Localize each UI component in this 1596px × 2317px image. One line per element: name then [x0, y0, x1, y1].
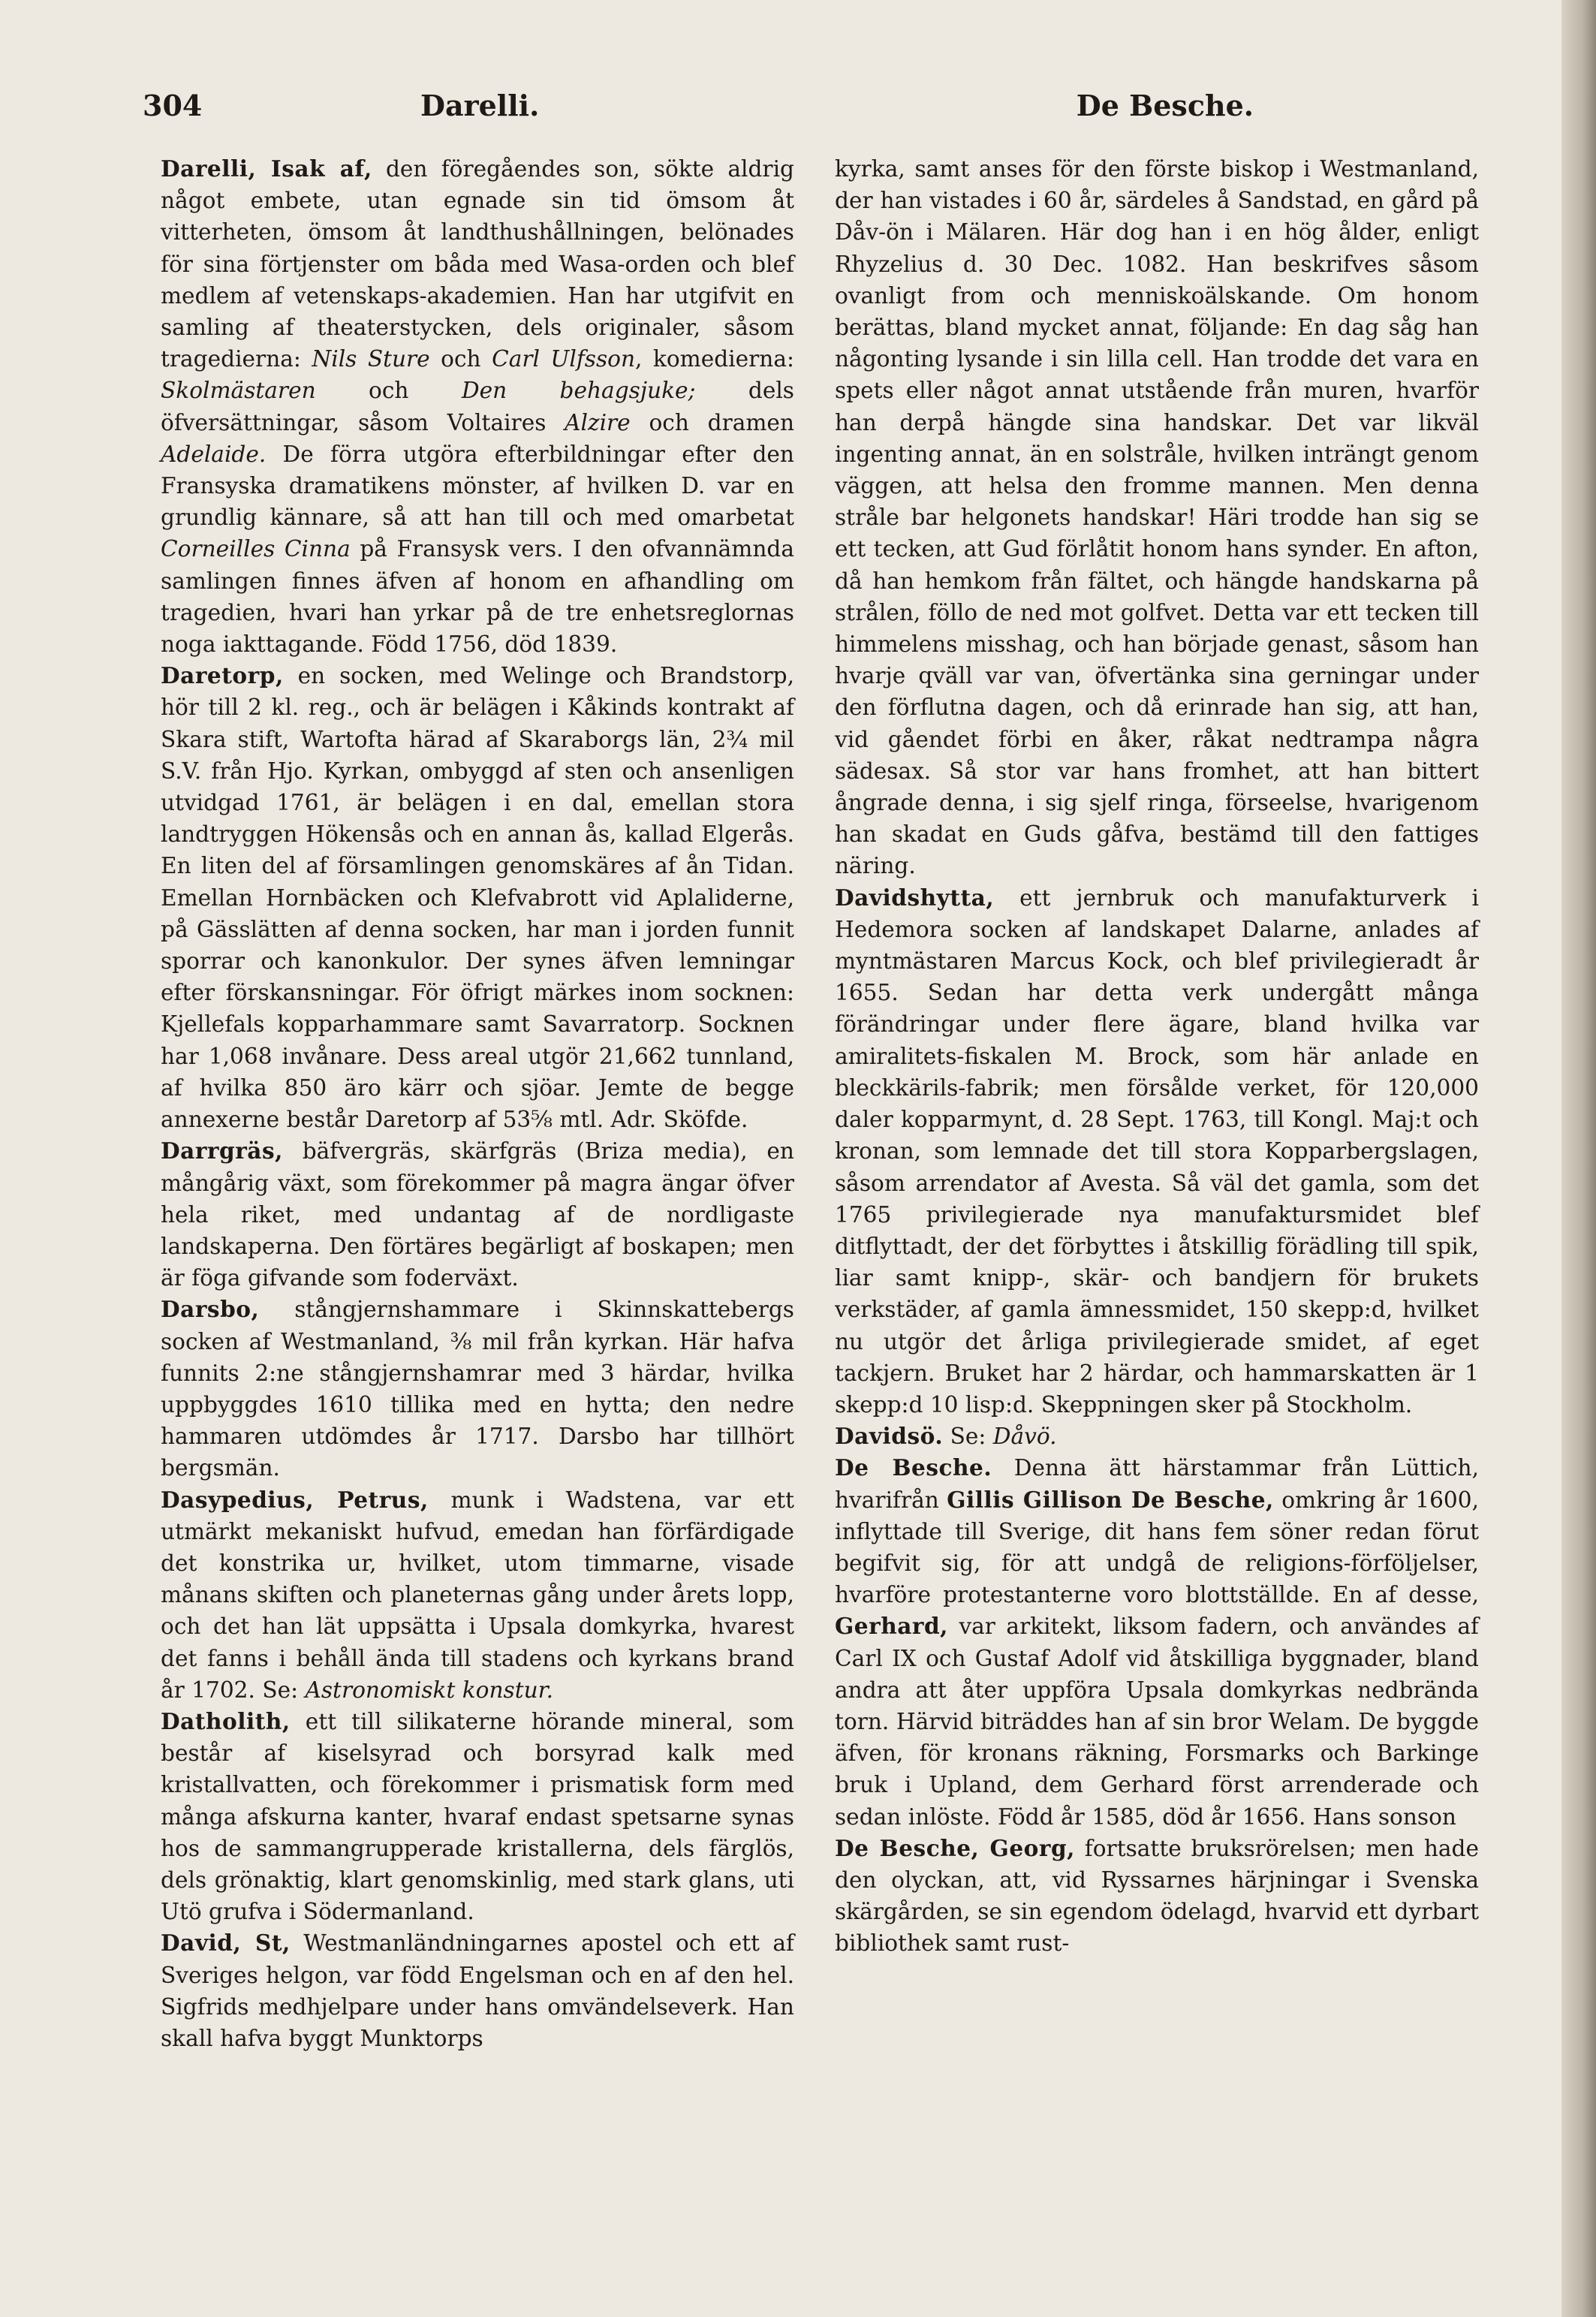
- entry-headword: De Besche.: [835, 1454, 992, 1481]
- entry-text: den föregåendes son, sökte aldrig något embete, utan egnade sin tid ömsom åt vitterheten, ömsom åt landthushållningen, belönades för sina förtjenster om båda med Wasa-orden och blef medlem af vetenskaps-akademien. Han har utgifvit en samling af theaterstycken, dels originaler, såsom tragedierna:: [161, 156, 794, 372]
- entry-text: omkring år 1600, inflyttade till Sverige, dit hans fem söner redan förut begifvit sig, för att undgå de religions-förföljelser, hvarföre protestanterne voro blottställde. En af desse,: [835, 1487, 1479, 1608]
- dictionary-entry: [161, 1135, 794, 1294]
- italic-reference: Den behagsjuke;: [461, 378, 696, 404]
- left-text-column: [161, 153, 794, 2054]
- entry-text: De förra utgöra efterbildningar efter den Fransyska dramatikens mönster, af hvilken D. var en grundlig kännare, så att han till och med omarbetat: [161, 441, 794, 531]
- page-number: 304: [143, 89, 203, 122]
- entry-text: var arkitekt, liksom fadern, och användes af Carl IX och Gustaf Adolf vid åtskilliga byggnader, bland andra att åter uppföra Upsala domkyrkas nedbrända torn. Härvid biträddes han af sin bror Welam. De byggde äfven, för kronans räkning, Forsmarks och Barkinge bruk i Upland, dem Gerhard först arrenderade och sedan inlöste. Född år 1585, död år 1656. Hans sonson: [835, 1613, 1479, 1830]
- italic-reference: Carl Ulfsson: [492, 346, 636, 372]
- entry-text: Se:: [943, 1424, 993, 1450]
- italic-reference: Corneilles Cinna: [161, 536, 351, 562]
- entry-text: kyrka, samt anses för den förste biskop i Westmanland, der han vistades i 60 år, särdeles å Sandstad, en gård på Dåv-ön i Mälaren. Här dog han i en hög ålder, enligt Rhyzelius d. 30 Dec. 1082. Han beskrifves såsom ovanligt from och menniskoälskande. Om honom berättas, bland mycket annat, följande: En dag såg han någonting lysande i sin lilla cell. Han trodde det vara en spets eller något annat utstående från muren, hvarför han derpå hängde sina handskar. Det var likväl ingenting annat, än en solstråle, hvilken inträngt genom väggen, att helsa den fromme mannen. Men denna stråle bar helgonets handskar! Häri trodde han sig se ett tecken, att Gud förlåtit honom hans synder. En afton, då han hemkom från fältet, och hängde handskarna på strålen, föllo de ned mot golfvet. Detta var ett tecken till himmelens misshag, och han började genast, såsom han hvarje qväll var van, öfvertänka sina gerningar under den förflutna dagen, och då erinrade han sig, att han, vid gåendet förbi en åker, råkat nedtrampa några sädesax. Så stor var hans fromhet, att han bittert ångrade denna, i sig sjelf ringa, förseelse, hvarigenom han skadat en Guds gåfva, bestämd till den fattiges näring.: [835, 156, 1479, 879]
- entry-headword: Datholith,: [161, 1707, 291, 1734]
- entry-text: på Fransysk vers. I den ofvannämnda samlingen finnes äfven af honom en afhandling om tragedien, hvari han yrkar på de tre enhetsreglornas noga iakttagande. Född 1756, död 1839.: [161, 536, 794, 658]
- entry-text: och dramen: [630, 409, 794, 435]
- entry-headword: Gillis Gillison De Besche,: [947, 1486, 1274, 1513]
- entry-headword: Darelli, Isak af,: [161, 155, 372, 182]
- book-spine-shadow: [1561, 0, 1596, 2317]
- entry-headword: Dasypedius, Petrus,: [161, 1486, 429, 1513]
- entry-headword: Davidshytta,: [835, 884, 995, 911]
- dictionary-entry: [161, 660, 794, 1135]
- entry-headword: David, St,: [161, 1930, 291, 1957]
- entry-text: ett till silikaterne hörande mineral, som består af kiselsyrad och borsyrad kalk med kristallvatten, och förekommer i prismatisk form med många afskurna kanter, hvaraf endast spetsarne synas hos de sammangrupperade kristallerna, dels färglös, dels grönaktig, klart genomskinlig, med stark glans, uti Utö grufva i Södermanland.: [161, 1708, 794, 1925]
- italic-reference: Astronomiskt konstur.: [305, 1677, 553, 1703]
- entry-headword: Davidsö.: [835, 1423, 944, 1450]
- dictionary-entry: [835, 153, 1479, 882]
- entry-text: stångjernshammare i Skinnskattebergs socken af Westmanland, ⅜ mil från kyrkan. Här hafva funnits 2:ne stångjernshamrar med 3 härdar, hvilka uppbyggdes 1610 tillika med en hytta; den nedre hammaren utdömdes år 1717. Darsbo har tillhört bergsmän.: [161, 1297, 794, 1481]
- dictionary-entry: [835, 1421, 1479, 1452]
- entry-text: dels öfversättningar, såsom Voltaires: [161, 378, 794, 435]
- entry-text: Westmanländningarnes apostel och ett af Sveriges helgon, var född Engelsman och en af den hel. Sigfrids medhjelpare under hans omvändelseverk. Han skall hafva byggt Munktorps: [161, 1930, 794, 2051]
- italic-reference: Skolmästaren: [161, 378, 316, 404]
- dictionary-entry: [835, 1833, 1479, 1960]
- entry-headword: Darrgräs,: [161, 1137, 283, 1165]
- italic-reference: Alzire: [565, 409, 631, 435]
- right-text-column: [835, 153, 1479, 1960]
- entry-text: en socken, med Welinge och Brandstorp, hör till 2 kl. reg., och är belägen i Kåkinds kontrakt af Skara stift, Wartofta härad af Skaraborgs län, 2¾ mil S.V. från Hjo. Kyrkan, ombyggd af sten och ansenligen utvidgad 1761, är belägen i en dal, emellan stora landtryggen Hökensås och en annan ås, kallad Elgerås. En liten del af församlingen genomskäres af ån Tidan. Emellan Hornbäcken och Klefvabrott vid Aplaliderne, på Gässlätten af denna socken, har man i jorden funnit sporrar och kanonkulor. Der synes äfven lemningar efter förskansningar. För öfrigt märkes inom socknen: Kjellefals kopparhammare samt Savarratorp. Socknen har 1,068 invånare. Dess areal utgör 21,662 tunnland, af hvilka 850 äro kärr och sjöar. Jemte de begge annexerne består Daretorp af 53⅝ mtl. Adr. Sköfde.: [161, 663, 794, 1133]
- entry-text: ett jernbruk och manufakturverk i Hedemora socken af landskapet Dalarne, anlades af myntmästaren Marcus Kock, och blef privilegieradt år 1655. Sedan har detta verk undergått många förändringar under flere ägare, bland hvilka var amiralitets-fiskalen M. Brock, som här anlade en bleckkärils-fabrik; men försålde verket, för 120,000 daler kopparmynt, d. 28 Sept. 1763, till Kongl. Maj:t och kronan, som lemnade det till stora Kopparbergslagen, såsom arrendator af Avesta. Så väl det gamla, som det 1765 privilegierade nya manufaktursmidet blef ditflyttadt, der det förbyttes i åtskillig förädling till spik, liar samt knipp-, skär- och bandjern för brukets verkstäder, af gamla ämnessmidet, 150 skepp:d, hvilket nu utgör det årliga privilegierade smidet, af eget tackjern. Bruket har 2 härdar, och hammarskatten är 1 skepp:d 10 lisp:d. Skeppningen sker på Stockholm.: [835, 884, 1479, 1418]
- entry-text: och: [315, 378, 462, 404]
- italic-reference: Adelaide.: [161, 441, 267, 467]
- entry-text: bäfvergräs, skärfgräs (Briza media), en mångårig växt, som förekommer på magra ängar öfver hela riket, med undantag af de nordligaste landskaperna. Den förtäres begärligt af boskapen; men är föga gifvande som foderväxt.: [161, 1138, 794, 1291]
- italic-reference: Nils Sture: [312, 346, 430, 372]
- dictionary-entry: [161, 1294, 794, 1484]
- dictionary-entry: [161, 153, 794, 660]
- dictionary-entry: [835, 882, 1479, 1421]
- dictionary-entry: [161, 1927, 794, 2054]
- entry-text: fortsatte bruksrörelsen; men hade den olyckan, att, vid Ryssarnes härjningar i Svenska skärgården, se sin egendom ödelagd, hvarvid ett dyrbart bibliothek samt rust-: [835, 1835, 1479, 1957]
- dictionary-entry: [835, 1452, 1479, 1832]
- right-running-head: De Besche.: [1076, 89, 1254, 122]
- italic-reference: Dåvö.: [992, 1424, 1057, 1450]
- entry-headword: Gerhard,: [835, 1613, 948, 1640]
- entry-text: , komedierna:: [635, 346, 794, 372]
- left-running-head: Darelli.: [420, 89, 540, 122]
- entry-text: och: [429, 346, 492, 372]
- entry-headword: Daretorp,: [161, 662, 284, 689]
- page-header: [143, 89, 1254, 134]
- dictionary-entry: [161, 1484, 794, 1706]
- entry-text: munk i Wadstena, var ett utmärkt mekaniskt hufvud, emedan han förfärdigade det konstrika ur, hvilket, utom timmarne, visade månans skiften och planeternas gång under årets lopp, och det han lät uppsätta i Upsala domkyrka, hvarest det fanns i behåll ända till stadens och kyrkans brand år 1702. Se:: [161, 1487, 794, 1703]
- entry-headword: De Besche, Georg,: [835, 1834, 1075, 1861]
- entry-headword: Darsbo,: [161, 1296, 260, 1323]
- dictionary-entry: [161, 1706, 794, 1927]
- entry-text: Denna ätt härstammar från Lüttich, hvarifrån: [835, 1455, 1480, 1513]
